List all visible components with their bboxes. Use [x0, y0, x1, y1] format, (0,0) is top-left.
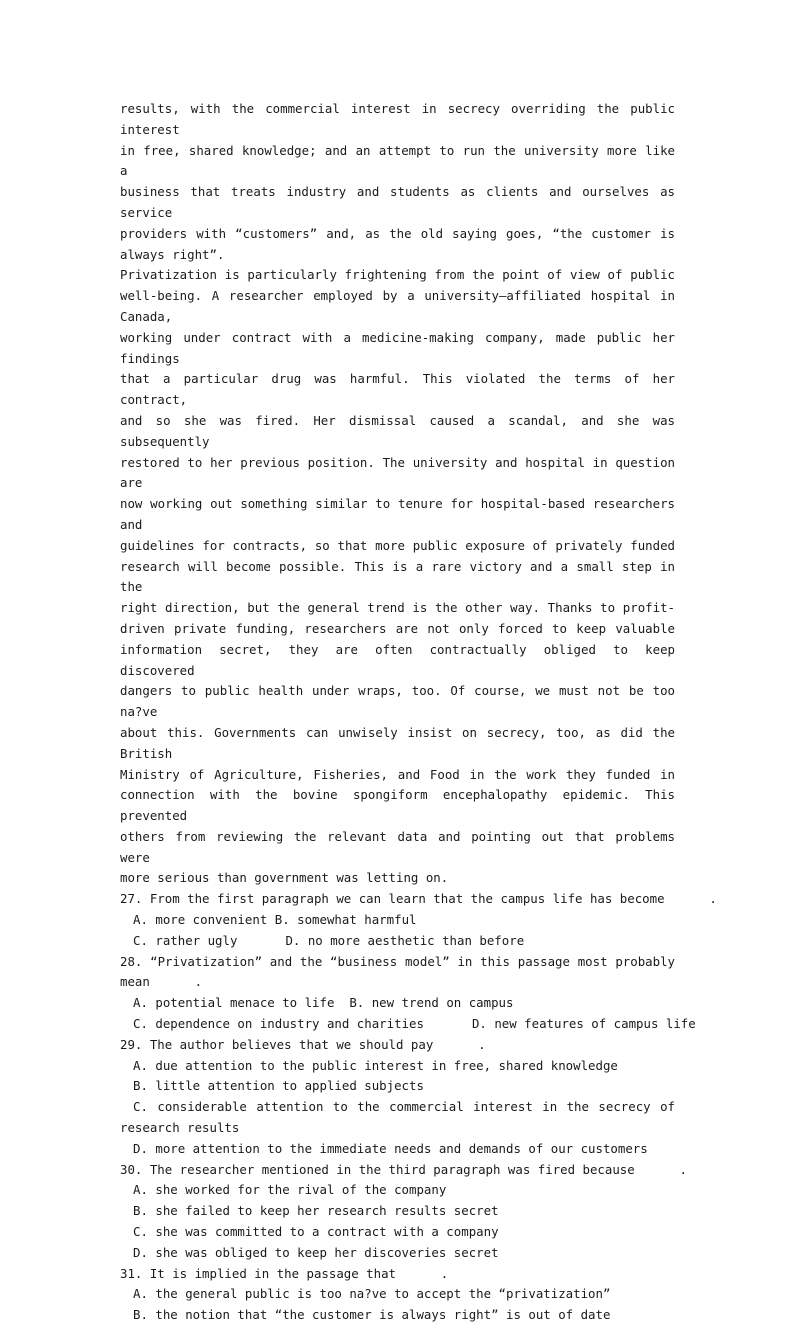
option-30-b[interactable]: B. she failed to keep her research results secret	[133, 1203, 499, 1219]
text-line: more serious than government was letting on.	[120, 870, 449, 886]
text-line: restored to her previous position. The university and hospital in question are	[120, 454, 675, 491]
option-27-b[interactable]: B. somewhat harmful	[274, 912, 417, 928]
passage-paragraph-continued	[120, 99, 675, 265]
question-31-stem: 31. It is implied in the passage that .	[120, 1265, 449, 1281]
text-line: others from reviewing the relevant data and pointing out that problems were	[120, 828, 675, 865]
text-line: guidelines for contracts, so that more public exposure of privately funded	[120, 537, 675, 553]
text-line: now working out something similar to tenure for hospital-based researchers and	[120, 496, 675, 532]
question-28-options-row2	[120, 1014, 696, 1035]
option-29-a[interactable]: A. due attention to the public interest in free, shared knowledge	[133, 1057, 618, 1073]
option-27-a[interactable]: A. more convenient	[133, 912, 268, 928]
question-27-stem: 27. From the first paragraph we can learn that the campus life has become .	[120, 891, 717, 907]
option-28-b[interactable]: B. new trend on campus	[349, 995, 514, 1011]
text-line: in free, shared knowledge; and an attempt to run the university more like a	[120, 142, 675, 179]
question-29	[120, 1035, 675, 1160]
option-29-c-line1: C. considerable attention to the commercial interest in the secrecy of	[133, 1099, 675, 1115]
text-line: working under contract with a medicine-making company, made public her findings	[120, 329, 675, 366]
option-31-b[interactable]: B. the notion that “the customer is always right” is out of date	[133, 1307, 611, 1323]
question-27-options-row2	[120, 931, 675, 952]
option-29-d[interactable]: D. more attention to the immediate needs and demands of our customers	[133, 1140, 648, 1156]
text-line: Ministry of Agriculture, Fisheries, and Food in the work they funded in	[120, 766, 675, 782]
option-29-b[interactable]: B. little attention to applied subjects	[133, 1078, 424, 1094]
text-line: results, with the commercial interest in secrecy overriding the public interest	[120, 101, 675, 137]
question-29-stem: 29. The author believes that we should pay .	[120, 1036, 486, 1052]
text-line: driven private funding, researchers are not only forced to keep valuable	[120, 620, 675, 636]
text-line: and so she was fired. Her dismissal caused a scandal, and she was subsequently	[120, 412, 675, 449]
option-27-c[interactable]: C. rather ugly	[133, 932, 238, 948]
text-line: business that treats industry and students as clients and ourselves as service	[120, 184, 675, 220]
question-28-stem-line2: mean .	[120, 974, 203, 990]
text-line: about this. Governments can unwisely insist on secrecy, too, as did the British	[120, 724, 675, 761]
text-line: dangers to public health under wraps, too. Of course, we must not be too na?ve	[120, 683, 675, 720]
text-line: connection with the bovine spongiform encephalopathy epidemic. This prevented	[120, 787, 675, 824]
option-30-d[interactable]: D. she was obliged to keep her discoveries secret	[133, 1244, 499, 1260]
text-line: right direction, but the general trend is the other way. Thanks to profit-	[120, 600, 675, 616]
text-line: well-being. A researcher employed by a university—affiliated hospital in Canada,	[120, 288, 675, 324]
text-line: that a particular drug was harmful. This violated the terms of her contract,	[120, 371, 675, 408]
option-31-a[interactable]: A. the general public is too na?ve to accept the “privatization”	[133, 1286, 611, 1302]
option-29-c-line2: research results	[120, 1120, 240, 1136]
option-28-d[interactable]: D. new features of campus life	[471, 1016, 696, 1032]
question-31	[120, 1264, 675, 1326]
option-30-c[interactable]: C. she was committed to a contract with a company	[133, 1224, 499, 1240]
text-line: Privatization is particularly frightening from the point of view of public	[120, 267, 675, 283]
text-line: always right”.	[120, 246, 225, 262]
question-27-options-row1	[120, 910, 675, 931]
option-27-d[interactable]: D. no more aesthetic than before	[285, 932, 525, 948]
question-28-stem-line1: 28. “Privatization” and the “business model” in this passage most probably	[120, 953, 675, 969]
document-page	[120, 99, 717, 1326]
option-30-a[interactable]: A. she worked for the rival of the company	[133, 1182, 447, 1198]
question-28	[120, 952, 696, 1035]
question-30	[120, 1160, 687, 1264]
option-29-c[interactable]	[120, 1097, 675, 1139]
text-line: providers with “customers” and, as the old saying goes, “the customer is	[120, 225, 675, 241]
question-30-stem: 30. The researcher mentioned in the third paragraph was fired because .	[120, 1161, 687, 1177]
question-27	[120, 889, 717, 951]
passage-paragraph-privatization	[120, 265, 675, 889]
option-28-a[interactable]: A. potential menace to life	[133, 995, 335, 1011]
text-line: information secret, they are often contractually obliged to keep discovered	[120, 641, 675, 678]
question-28-options-row1	[120, 993, 675, 1014]
text-line: research will become possible. This is a rare victory and a small step in the	[120, 558, 675, 595]
option-28-c[interactable]: C. dependence on industry and charities	[133, 1016, 424, 1032]
